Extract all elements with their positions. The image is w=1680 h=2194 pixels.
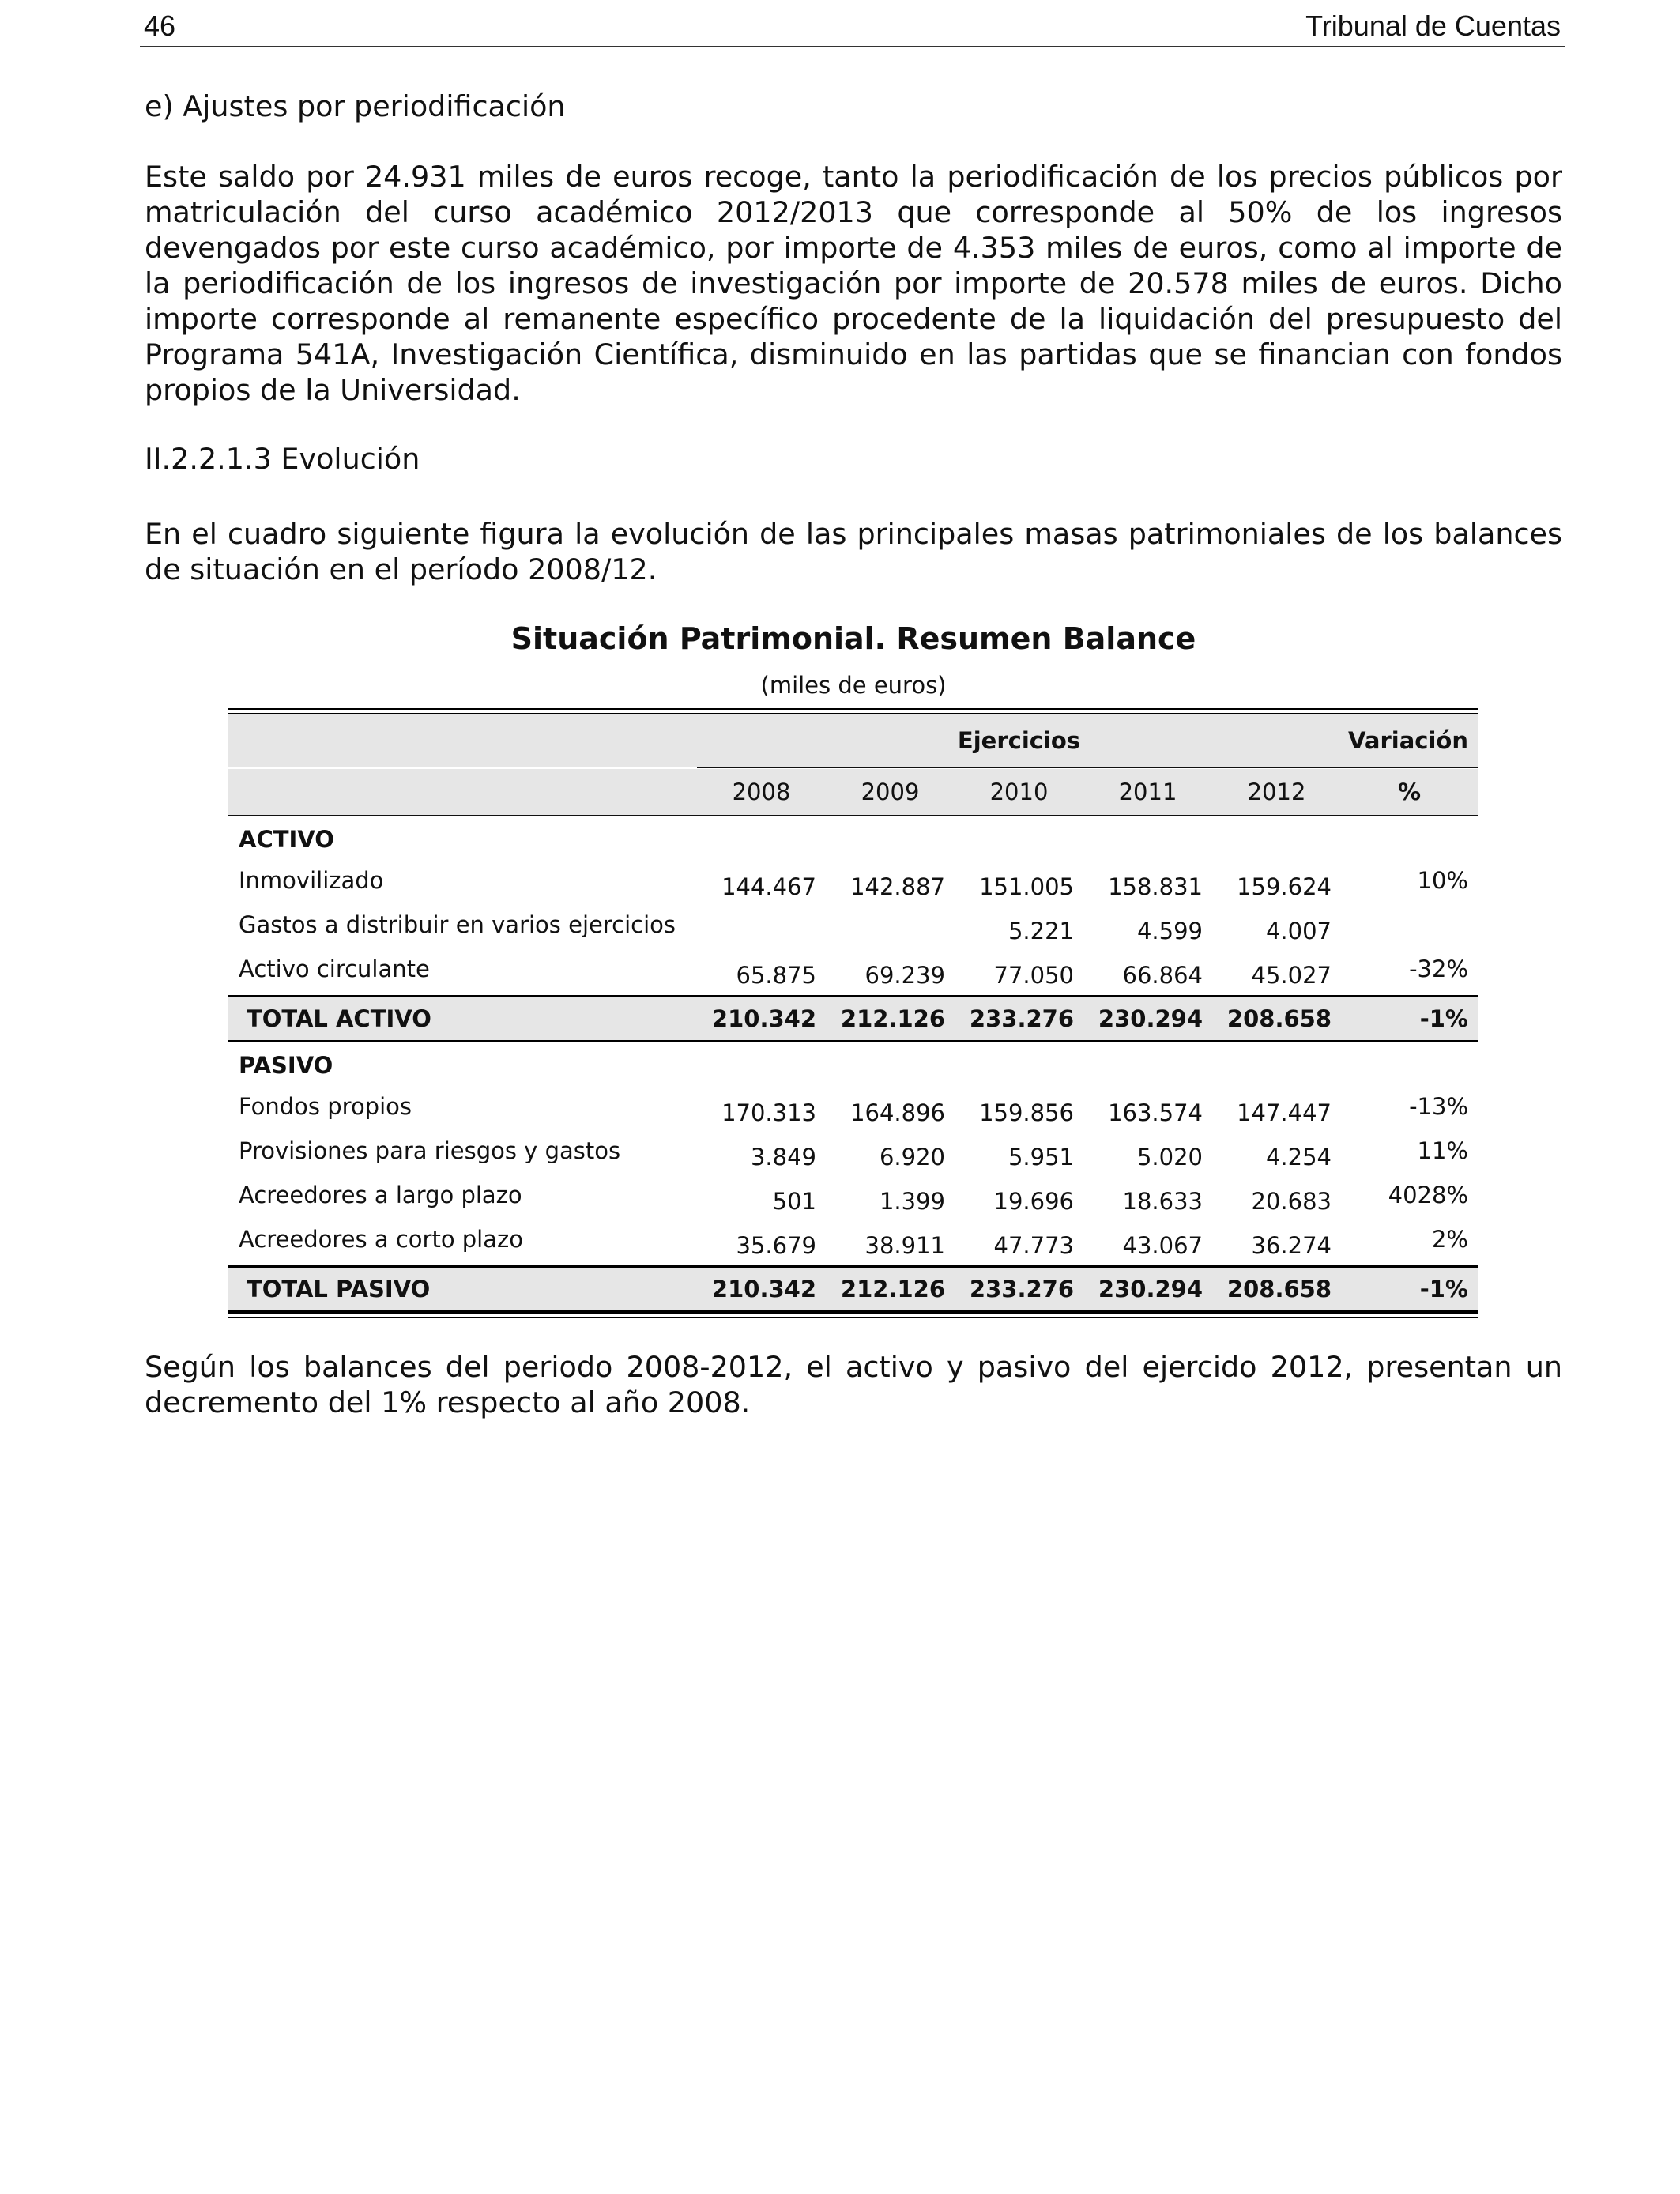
cell-value: 4.007 — [1265, 918, 1332, 944]
cell-value: 45.027 — [1251, 962, 1332, 989]
cell-value: 65.875 — [736, 962, 816, 989]
cell-value: 5.020 — [1136, 1144, 1203, 1171]
cell-value: 36.274 — [1251, 1232, 1332, 1259]
organization-name: Tribunal de Cuentas — [1305, 9, 1561, 42]
cell-variation: -32% — [1409, 956, 1468, 982]
cell-value: 233.276 — [969, 1005, 1074, 1032]
cell-value: 3.849 — [750, 1144, 816, 1171]
table-row — [228, 907, 1478, 951]
cell-value: 159.624 — [1237, 873, 1332, 900]
section-e-heading: e) Ajustes por periodificación — [145, 89, 566, 123]
cell-value: 501 — [772, 1188, 816, 1215]
cell-value: 4.599 — [1136, 918, 1203, 944]
cell-value: 170.313 — [721, 1099, 816, 1126]
header-variacion: Variación — [1348, 727, 1468, 754]
cell-variation: 10% — [1417, 867, 1468, 894]
evolucion-paragraph: En el cuadro siguiente figura la evolución de las principales masas patrimoniales de los balances de situación en el período 2008/12. — [145, 517, 1562, 586]
cell-value: 230.294 — [1098, 1005, 1203, 1032]
cell-value: 6.920 — [879, 1144, 945, 1171]
row-label: Fondos propios — [239, 1093, 412, 1120]
table-row — [228, 862, 1478, 907]
cell-value: 47.773 — [993, 1232, 1074, 1259]
header-percent: % — [1397, 778, 1422, 805]
balance-table — [228, 708, 1478, 1318]
cell-variation — [1341, 907, 1478, 911]
total-activo-row — [228, 995, 1478, 1042]
cell-value: 210.342 — [711, 1276, 816, 1302]
cell-value: 5.951 — [1008, 1144, 1074, 1171]
header-year: 2010 — [989, 778, 1049, 805]
cell-value: 35.679 — [736, 1232, 816, 1259]
header-year: 2008 — [732, 778, 791, 805]
cell-value: 147.447 — [1237, 1099, 1332, 1126]
cell-value: 212.126 — [840, 1005, 945, 1032]
cell-value: 18.633 — [1122, 1188, 1203, 1215]
table-bottom-rule — [228, 1313, 1478, 1318]
cell-variation: 4028% — [1388, 1182, 1468, 1208]
cell-value: 212.126 — [840, 1276, 945, 1302]
cell-value: 144.467 — [721, 873, 816, 900]
row-label: TOTAL ACTIVO — [247, 1005, 431, 1032]
header-separator — [228, 767, 1478, 769]
cell-value: 158.831 — [1108, 873, 1203, 900]
section-activo-label: ACTIVO — [239, 826, 334, 853]
cell-value: 151.005 — [979, 873, 1074, 900]
table-row — [228, 951, 1478, 995]
table-header-row-groups — [228, 714, 1478, 767]
page-header — [140, 5, 1565, 47]
header-year: 2009 — [861, 778, 920, 805]
row-label: Acreedores a largo plazo — [239, 1182, 522, 1208]
cell-value: 230.294 — [1098, 1276, 1203, 1302]
cell-value: 69.239 — [864, 962, 945, 989]
table-title: Situación Patrimonial. Resumen Balance — [510, 621, 1196, 656]
cell-value: 5.221 — [1008, 918, 1074, 944]
cell-value: 19.696 — [993, 1188, 1074, 1215]
cell-value: 43.067 — [1122, 1232, 1203, 1259]
cell-variation: -1% — [1419, 1005, 1468, 1032]
table-header-row-years — [228, 769, 1478, 815]
cell-value: 208.658 — [1226, 1005, 1332, 1032]
cell-value: 77.050 — [993, 962, 1074, 989]
row-label: Gastos a distribuir en varios ejercicios — [239, 911, 676, 938]
header-year: 2011 — [1118, 778, 1177, 805]
page-number: 46 — [144, 9, 176, 42]
evolucion-heading: II.2.2.1.3 Evolución — [145, 442, 420, 476]
cell-value: 142.887 — [850, 873, 945, 900]
row-label: Provisiones para riesgos y gastos — [239, 1137, 621, 1164]
cell-variation: 11% — [1417, 1137, 1468, 1164]
cell-value: 38.911 — [864, 1232, 945, 1259]
cell-value: 66.864 — [1122, 962, 1203, 989]
cell-value: 4.254 — [1265, 1144, 1332, 1171]
table-row — [228, 1177, 1478, 1221]
table-row — [228, 1221, 1478, 1265]
table-top-rule — [228, 708, 1478, 714]
table-subtitle: (miles de euros) — [760, 672, 947, 699]
table-row — [228, 1088, 1478, 1133]
table-row — [228, 1133, 1478, 1177]
row-label: Inmovilizado — [239, 867, 384, 894]
closing-paragraph: Según los balances del periodo 2008-2012, el activo y pasivo del ejercido 2012, presentan un decremento del 1% respecto al año 2008. — [145, 1350, 1562, 1419]
row-label: TOTAL PASIVO — [247, 1276, 431, 1302]
section-pasivo-label: PASIVO — [239, 1052, 333, 1079]
total-pasivo-row — [228, 1265, 1478, 1313]
cell-value: 208.658 — [1226, 1276, 1332, 1302]
cell-value: 210.342 — [711, 1005, 816, 1032]
cell-variation: 2% — [1431, 1226, 1468, 1253]
cell-variation: -13% — [1409, 1093, 1468, 1120]
header-year: 2012 — [1247, 778, 1306, 805]
cell-value: 1.399 — [879, 1188, 945, 1215]
cell-value: 159.856 — [979, 1099, 1074, 1126]
cell-value: 233.276 — [969, 1276, 1074, 1302]
row-label: Activo circulante — [239, 956, 430, 982]
header-ejercicios: Ejercicios — [957, 727, 1081, 754]
cell-variation: -1% — [1419, 1276, 1468, 1302]
row-label: Acreedores a corto plazo — [239, 1226, 523, 1253]
cell-value: 20.683 — [1251, 1188, 1332, 1215]
cell-value: 163.574 — [1108, 1099, 1203, 1126]
cell-value: 164.896 — [850, 1099, 945, 1126]
section-e-paragraph: Este saldo por 24.931 miles de euros recoge, tanto la periodificación de los precios públicos por matriculación del curso académico 2012/2013 que corresponde al 50% de los ingresos devengados por este curso académico, por importe de 4.353 miles de euros, como al importe de la periodificación de los ingresos de investigación por importe de 20.578 miles de euros. Dicho importe corresponde al remanente específico procedente de la liquidación del presupuesto del Programa 541A, Investigación Científica, disminuido en las partidas que se financian con fondos propios de la Universidad. — [145, 160, 1562, 407]
